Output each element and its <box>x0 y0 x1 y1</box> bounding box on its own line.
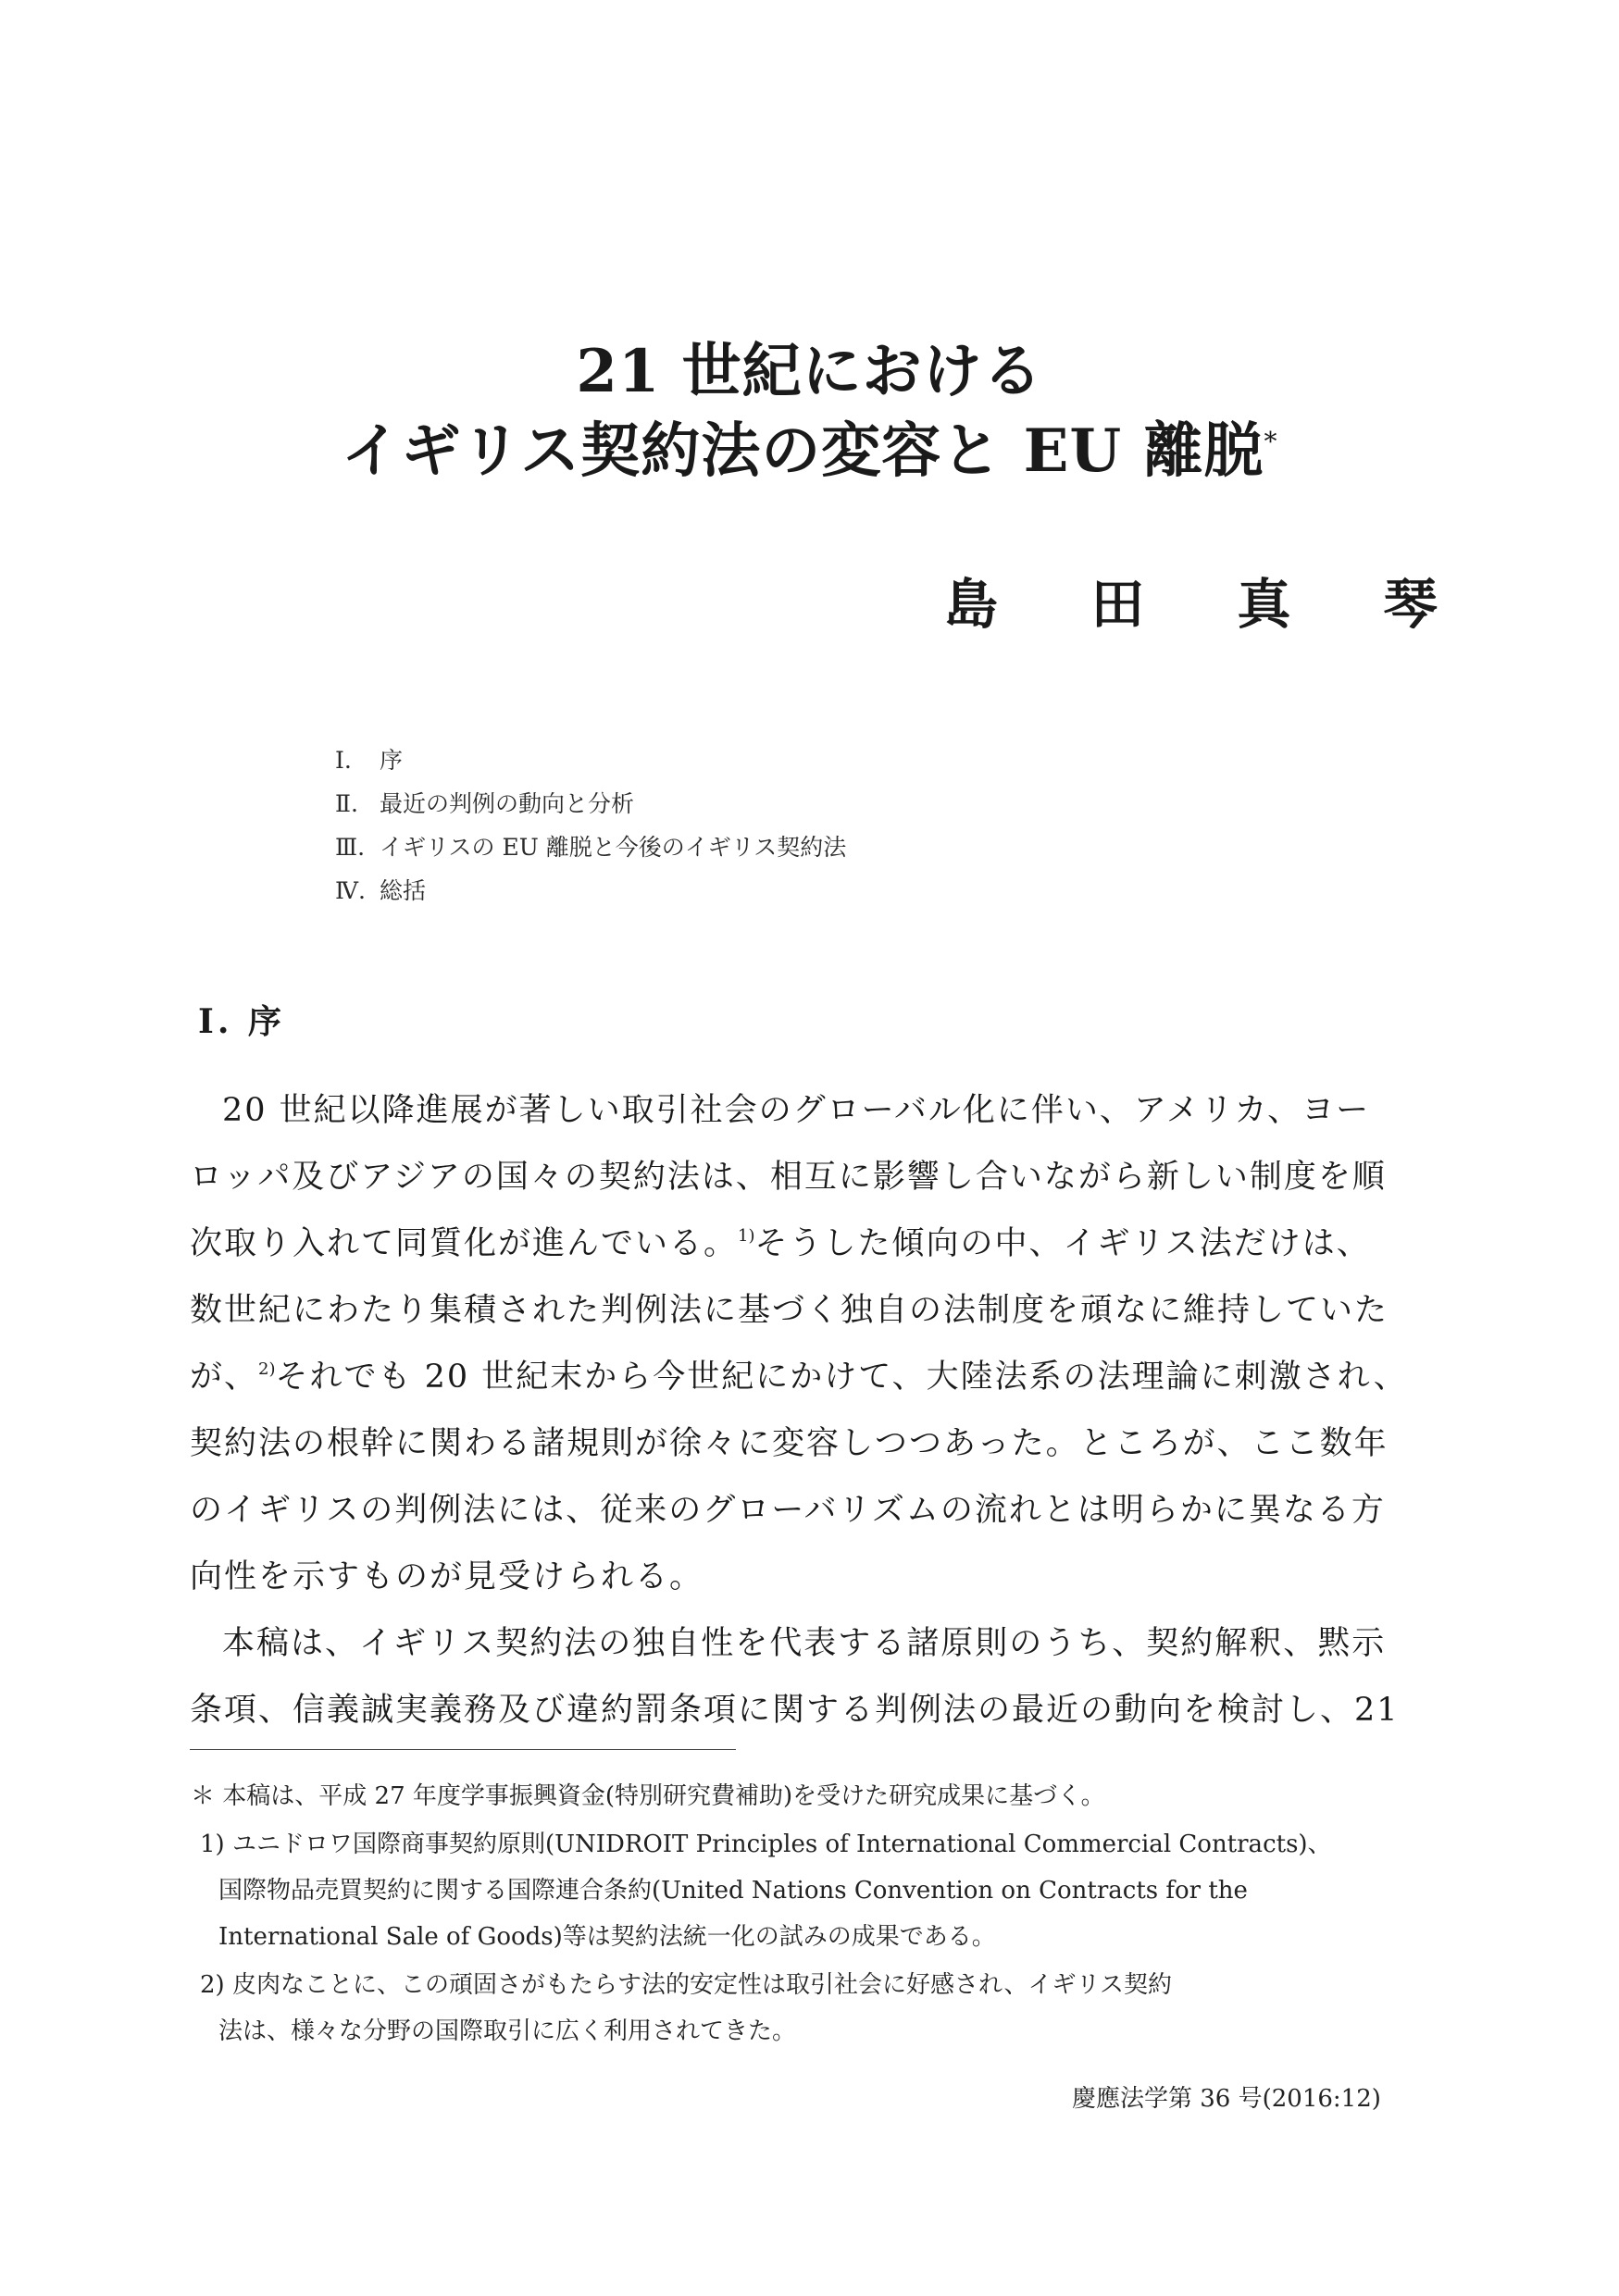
toc-label: 序 <box>380 747 404 774</box>
body-line: 数世紀にわたり集積された判例法に基づく独自の法制度を頑なに維持していた <box>190 1292 1389 1329</box>
toc-number: Ⅱ. <box>335 790 358 817</box>
footnote-star: ＊ 本稿は、平成 27 年度学事振興資金(特別研究費補助)を受けた研究成果に基づく。 <box>191 1782 1105 1810</box>
footnote-ref: 1) <box>738 1226 755 1246</box>
footnote-2-cont: 法は、様々な分野の国際取引に広く利用されてきた。 <box>218 2017 797 2045</box>
body-text: それでも 20 世紀末から今世紀にかけて、大陸法系の法理論に刺激され、 <box>275 1359 1408 1396</box>
toc-item <box>335 782 846 825</box>
journal-footer: 慶應法学第 36 号(2016:12) <box>1072 2085 1381 2113</box>
title-line-2 <box>0 403 1619 489</box>
footnote-1: 1) ユニドロワ国際商事契約原則(UNIDROIT Principles of International Commercial Contracts)、 <box>200 1831 1332 1858</box>
toc-item <box>335 825 846 869</box>
body-line <box>190 1218 1421 1264</box>
author-name: 島 田 真 琴 <box>944 573 1475 636</box>
footnote-ref: 2) <box>258 1359 276 1379</box>
toc-item <box>335 869 846 912</box>
toc-label: 最近の判例の動向と分析 <box>380 790 635 817</box>
toc-number: Ⅳ. <box>335 877 366 904</box>
footnote-divider <box>190 1749 736 1750</box>
body-line: 本稿は、イギリス契約法の独自性を代表する諸原則のうち、契約解釈、黙示 <box>222 1625 1387 1662</box>
body-text: そうした傾向の中、イギリス法だけは、 <box>754 1225 1371 1262</box>
body-line: 向性を示すものが見受けられる。 <box>190 1558 704 1595</box>
body-text: が、 <box>190 1359 259 1396</box>
title-footnote-mark: * <box>1264 426 1278 457</box>
footnote-1-cont: International Sale of Goods)等は契約法統一化の試みの成果である。 <box>218 1923 996 1951</box>
body-text: 次取り入れて同質化が進んでいる。 <box>190 1225 739 1262</box>
title-line-2-text: イギリス契約法の変容と EU 離脱 <box>341 416 1264 486</box>
section-heading: Ⅰ. 序 <box>198 1002 285 1041</box>
body-line: 20 世紀以降進展が著しい取引社会のグローバル化に伴い、アメリカ、ヨー <box>222 1092 1371 1129</box>
body-line: 条項、信義誠実義務及び違約罰条項に関する判例法の最近の動向を検討し、21 <box>190 1692 1400 1729</box>
toc-label: イギリスの EU 離脱と今後のイギリス契約法 <box>380 834 847 861</box>
toc-item <box>335 738 846 782</box>
body-line: のイギリスの判例法には、従来のグローバリズムの流れとは明らかに異なる方 <box>190 1492 1386 1529</box>
table-of-contents <box>335 738 846 912</box>
toc-number: Ⅰ. <box>335 747 352 774</box>
footnote-1-cont: 国際物品売買契約に関する国際連合条約(United Nations Convention on Contracts for the <box>218 1877 1248 1905</box>
body-line: 契約法の根幹に関わる諸規則が徐々に変容しつつあった。ところが、ここ数年 <box>190 1425 1389 1462</box>
toc-label: 総括 <box>380 877 427 904</box>
toc-number: Ⅲ. <box>335 834 366 861</box>
footnote-2: 2) 皮肉なことに、この頑固さがもたらす法的安定性は取引社会に好感され、イギリス契約 <box>200 1971 1172 1999</box>
body-line <box>190 1351 1421 1397</box>
title-line-1 <box>0 324 1619 409</box>
body-line: ロッパ及びアジアの国々の契約法は、相互に影響し合いながら新しい制度を順 <box>190 1159 1387 1196</box>
title-line-1-text: 21 世紀における <box>576 337 1043 406</box>
